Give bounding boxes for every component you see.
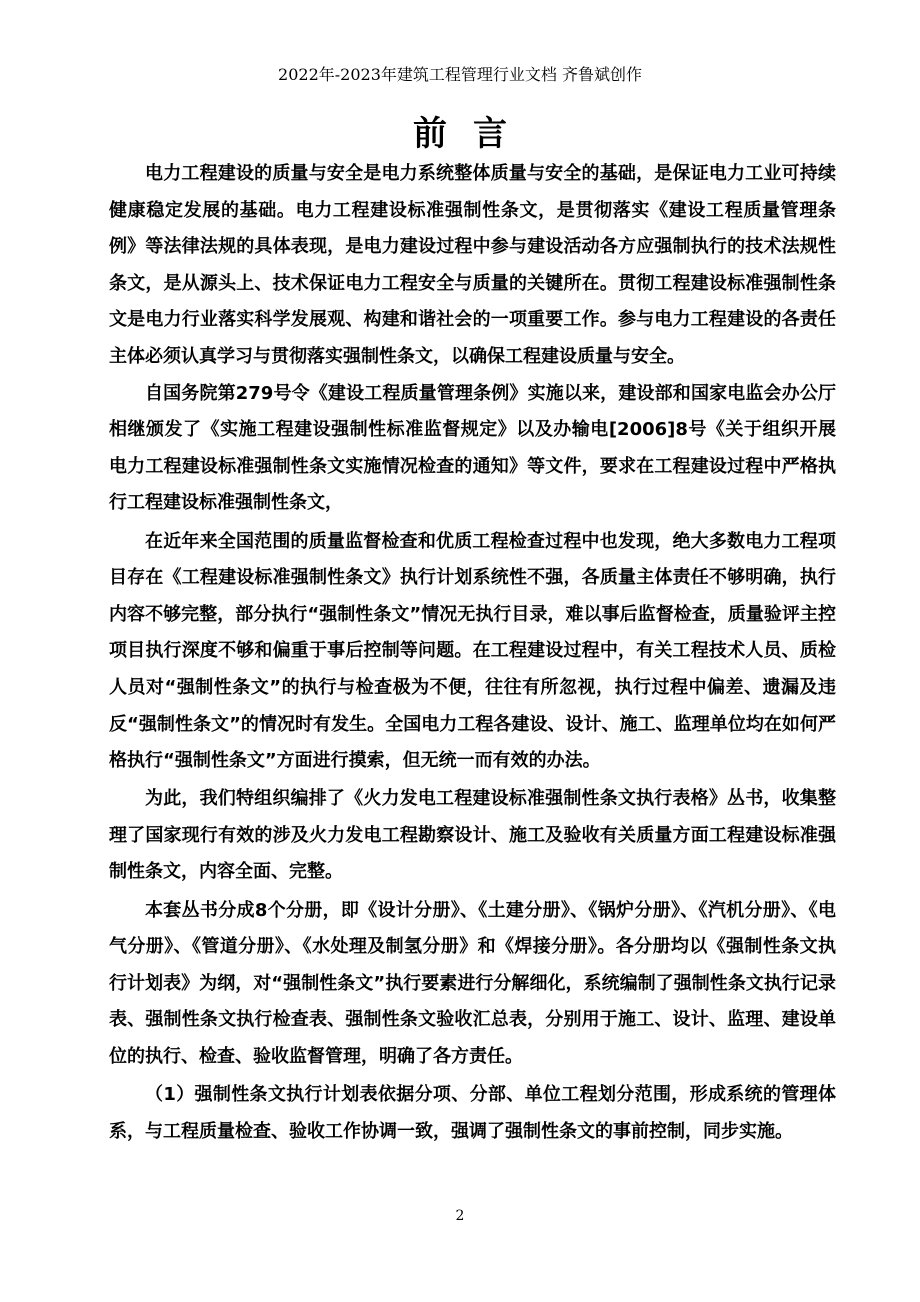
paragraph: 电力工程建设的质量与安全是电力系统整体质量与安全的基础，是保证电力工业可持续健康稳定发展的基础。电力工程建设标准强制性条文，是贯彻落实《建设工程质量管理条例》等法律法规的具体表现，是电力建设过程中参与建设活动各方应强制执行的技术法规性条文，是从源头上、技术保证电力工程安全与质量的关键所在。贯彻工程建设标准强制性条文是电力行业落实科学发展观、构建和谐社会的一项重要工作。参与电力工程建设的各责任主体必须认真学习与贯彻落实强制性条文，以确保工程建设质量与安全。 [109,163,836,367]
paragraph: 自国务院第279号令《建设工程质量管理条例》实施以来，建设部和国家电监会办公厅相继颁发了《实施工程建设强制性标准监督规定》以及办输电[2006]8号《关于组织开展电力工程建设标准强制性条文实施情况检查的通知》等文件，要求在工程建设过程中严格执行工程建设标准强制性条文， [109,382,836,514]
paragraph: 本套丛书分成8个分册，即《设计分册》、《土建分册》、《锅炉分册》、《汽机分册》、《电气分册》、《管道分册》、《水处理及制氢分册》和《焊接分册》。各分册均以《强制性条文执行计划表》为纲，对“强制性条文”执行要素进行分解细化，系统编制了强制性条文执行记录表、强制性条文执行检查表、强制性条文验收汇总表，分别用于施工、设计、监理、建设单位的执行、检查、验收监督管理，明确了各方责任。 [109,899,836,1068]
paragraph: 在近年来全国范围的质量监督检查和优质工程检查过程中也发现，绝大多数电力工程项目存在《工程建设标准强制性条文》执行计划系统性不强，各质量主体责任不够明确，执行内容不够完整，部分执行“强制性条文”情况无执行目录，难以事后监督检查，质量验评主控项目执行深度不够和偏重于事后控制等问题。在工程建设过程中，有关工程技术人员、质检人员对“强制性条文”的执行与检查极为不便，往往有所忽视，执行过程中偏差、遗漏及违反“强制性条文”的情况时有发生。全国电力工程各建设、设计、施工、监理单位均在如何严格执行“强制性条文”方面进行摸索，但无统一而有效的办法。 [109,530,836,772]
page-number: 2 [455,1208,465,1224]
page-title: 前言 [413,114,533,154]
running-header: 2022年-2023年建筑工程管理行业文档 齐鲁斌创作 [278,65,642,84]
body-text [109,156,836,1150]
paragraph: 为此，我们特组织编排了《火力发电工程建设标准强制性条文执行表格》丛书，收集整理了国家现行有效的涉及火力发电工程勘察设计、施工及验收有关质量方面工程建设标准强制性条文，内容全面、完整。 [109,788,836,883]
paragraph: （1）强制性条文执行计划表依据分项、分部、单位工程划分范围，形成系统的管理体系，与工程质量检查、验收工作协调一致，强调了强制性条文的事前控制，同步实施。 [109,1084,836,1142]
